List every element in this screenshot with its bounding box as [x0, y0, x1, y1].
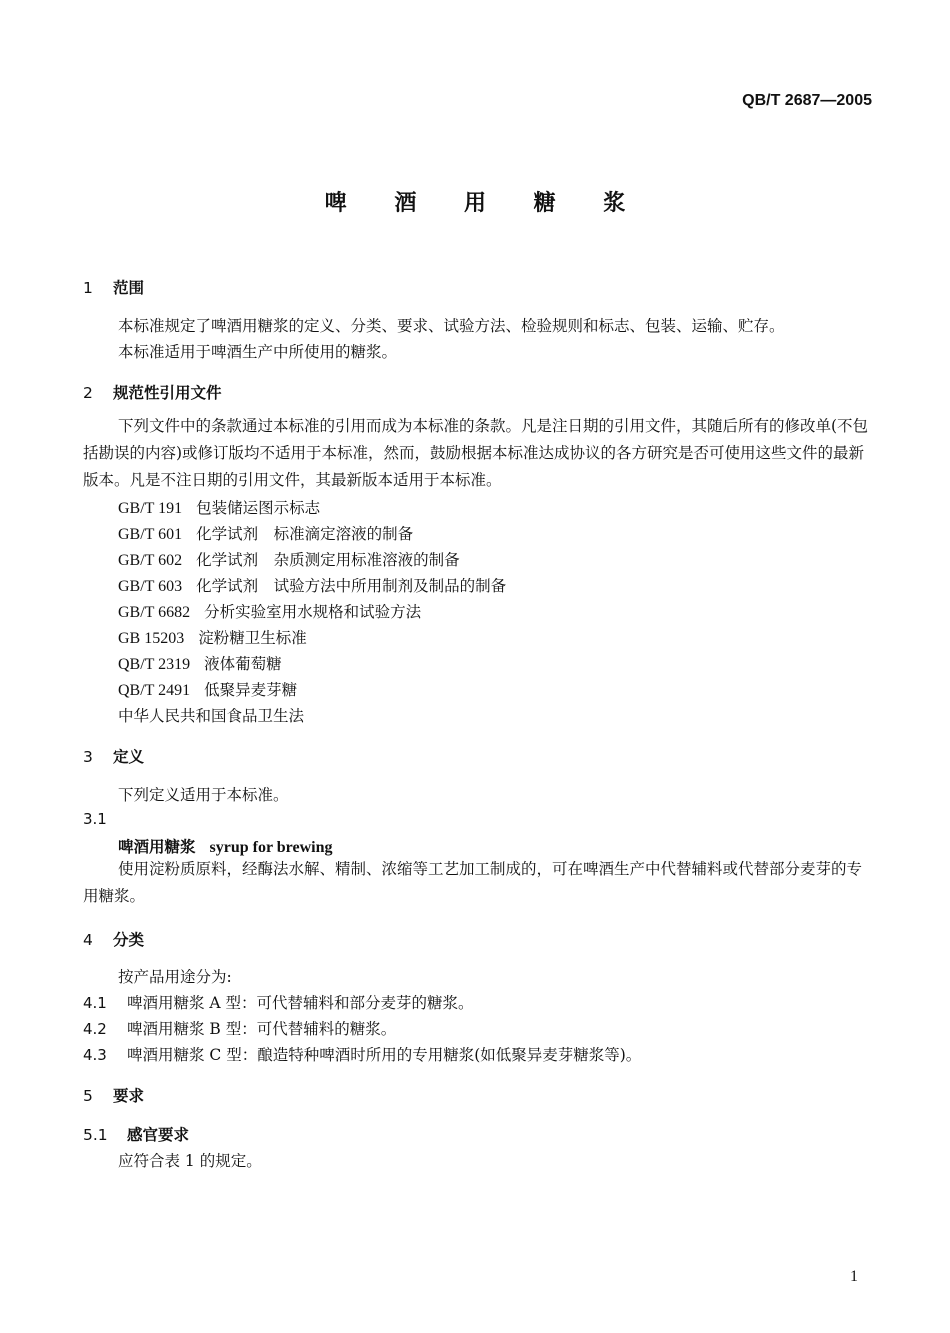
reference-item [118, 574, 506, 596]
classification-text: 啤酒用糖浆 A 型：可代替辅料和部分麦芽的糖浆。 [127, 994, 474, 1012]
section-2-number: 2 [83, 384, 93, 402]
reference-code: QB/T 2319 [118, 656, 191, 673]
term-english: syrup for brewing [209, 839, 333, 856]
section-1-heading [83, 276, 144, 298]
section-5-title: 要求 [113, 1087, 145, 1105]
section-1-title: 范围 [113, 279, 145, 297]
classification-text: 啤酒用糖浆 C 型：酿造特种啤酒时所用的专用糖浆(如低聚异麦芽糖浆等)。 [127, 1046, 642, 1064]
section-3-title: 定义 [113, 748, 145, 766]
reference-name: 淀粉糖卫生标准 [198, 629, 307, 647]
reference-item [118, 626, 307, 648]
subsection-5-1-number: 5.1 [83, 1126, 108, 1144]
reference-name: 中华人民共和国食品卫生法 [118, 707, 305, 725]
reference-name: 液体葡萄糖 [204, 655, 282, 673]
reference-code: GB/T 191 [118, 500, 183, 517]
classification-number: 4.1 [83, 994, 107, 1012]
reference-name: 化学试剂 杂质测定用标准溶液的制备 [196, 551, 460, 569]
term-entry [118, 835, 333, 857]
document-title: 啤 酒 用 糖 浆 [324, 191, 646, 216]
reference-item [118, 704, 304, 726]
reference-name: 分析实验室用水规格和试验方法 [204, 603, 422, 621]
section-2-paragraph: 下列文件中的条款通过本标准的引用而成为本标准的条款。凡是注日期的引用文件，其随后所有的修改单(不包括勘误的内容)或修订版均不适用于本标准，然而，鼓励根据本标准达成协议的各方研究是否可使用这些文件的最新版本。凡是不注日期的引用文件，其最新版本适用于本标准。 [83, 417, 869, 489]
term-chinese: 啤酒用糖浆 [118, 838, 196, 856]
reference-item [118, 548, 460, 570]
section-3-heading [83, 745, 144, 767]
section-1-number: 1 [83, 279, 93, 297]
section-1-paragraph-2: 本标准适用于啤酒生产中所使用的糖浆。 [118, 343, 398, 361]
subsection-5-1-heading [83, 1123, 189, 1145]
reference-item [118, 652, 282, 674]
classification-text: 啤酒用糖浆 B 型：可代替辅料的糖浆。 [127, 1020, 397, 1038]
term-definition: 使用淀粉质原料，经酶法水解、精制、浓缩等工艺加工制成的，可在啤酒生产中代替辅料或代替部分麦芽的专用糖浆。 [83, 860, 863, 905]
classification-item [83, 1043, 641, 1065]
classification-item [83, 1017, 396, 1039]
reference-item [118, 600, 421, 622]
page-number: 1 [850, 1268, 858, 1285]
section-4-paragraph: 按产品用途分为: [118, 968, 232, 986]
section-4-number: 4 [83, 931, 93, 949]
reference-name: 包装储运图示标志 [196, 499, 321, 517]
section-3-paragraph: 下列定义适用于本标准。 [118, 786, 289, 804]
reference-item [118, 522, 413, 544]
section-1-paragraph-1: 本标准规定了啤酒用糖浆的定义、分类、要求、试验方法、检验规则和标志、包装、运输、贮存。 [118, 317, 785, 335]
subsection-5-1-title: 感官要求 [127, 1126, 190, 1144]
reference-code: GB 15203 [118, 630, 185, 647]
reference-name: 化学试剂 试验方法中所用制剂及制品的制备 [196, 577, 507, 595]
section-4-title: 分类 [113, 931, 145, 949]
reference-code: GB/T 603 [118, 578, 183, 595]
reference-code: QB/T 2491 [118, 682, 191, 699]
reference-item [118, 496, 320, 518]
section-5-heading [83, 1084, 144, 1106]
section-3-number: 3 [83, 748, 93, 766]
reference-code: GB/T 6682 [118, 604, 191, 621]
section-2-heading [83, 381, 222, 403]
classification-number: 4.2 [83, 1020, 107, 1038]
section-5-number: 5 [83, 1087, 93, 1105]
reference-name: 化学试剂 标准滴定溶液的制备 [196, 525, 414, 543]
reference-code: GB/T 601 [118, 526, 183, 543]
subsection-3-1-number: 3.1 [83, 810, 107, 828]
reference-name: 低聚异麦芽糖 [204, 681, 298, 699]
classification-number: 4.3 [83, 1046, 107, 1064]
section-4-heading [83, 928, 144, 950]
standard-code: QB/T 2687—2005 [742, 92, 872, 109]
reference-item [118, 678, 297, 700]
reference-code: GB/T 602 [118, 552, 183, 569]
classification-item [83, 991, 474, 1013]
section-5-paragraph: 应符合表 1 的规定。 [118, 1152, 262, 1170]
section-2-title: 规范性引用文件 [113, 384, 222, 402]
